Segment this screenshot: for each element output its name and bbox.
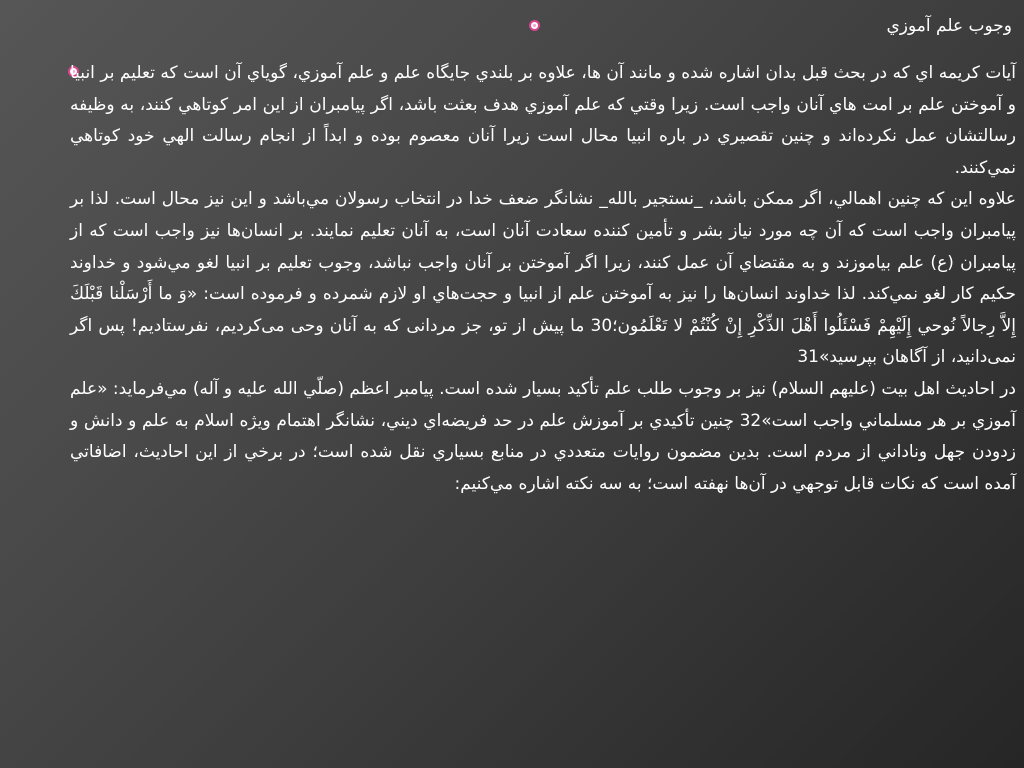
paragraph-2: علاوه اين كه چنين اهمالي، اگر ممكن باشد، _نستجير بالله_ نشانگر ضعف خدا در انتخاب رسولان مي‌باشد و اين نيز محال است. لذا بر پيامبران واجب است كه آن چه مورد نياز بشر و تأمين كننده سعادت آنان است، به آنان تعليم نمايند. بر انسان‌ها نيز واجب است كه از پيامبران (ع) علم بياموزند و به مقتضاي آن عمل كنند، زيرا اگر آموختن بر آنان واجب نباشد، وجوب تعليم بر انبيا لغو مي‌شود و خداوند حكيم كار لغو نمي‌كند. لذا خداوند انسان‌ها را نيز به آموختن علم از انبيا و حجت‌هاي او لازم شمرده و فرموده است: «وَ ما أَرْسَلْنا قَبْلَكَ إِلاَّ رِجالاً نُوحي إِلَيْهِمْ فَسْئَلُوا أَهْلَ الذِّكْرِ إِنْ كُنْتُمْ لا تَعْلَمُون؛30 ما پيش از تو، جز مردانى كه به آنان وحى مى‌كرديم، نفرستاديم! پس اگر نمى‌دانيد، از آگاهان بپرسيد»31	[70, 189, 1016, 368]
paragraph-1: آيات كريمه اي كه در بحث قبل بدان اشاره شده و مانند آن ها، علاوه بر بلندي جايگاه علم و علم آموزي، گوياي آن است كه تعليم بر انبيا و آموختن علم بر امت هاي آنان واجب است. زيرا وقتي كه علم آموزي هدف بعثت باشد، اگر پيامبران از اين امر كوتاهي كنند، به وظيفه رسالتشان عمل نكرده‌اند و چنين تقصيري در باره انبيا محال است زيرا آنان معصوم بوده و ابداً از انجام رسالت الهي خود كوتاهي نمي‌كنند.	[70, 63, 1016, 178]
slide-title: وجوب علم آموزي	[886, 16, 1012, 36]
body-text-block	[70, 58, 1016, 500]
paragraph-3: در احاديث اهل بيت (عليهم السلام) نيز بر وجوب طلب علم تأكيد بسيار شده است. پيامبر اعظم (صلّي الله عليه و آله) مي‌فرمايد: «علم آموزي بر هر مسلماني واجب است»32 چنين تأكيدي بر آموزش علم در حد فريضه‌اي ديني، نشانگر اهتمام ويژه اسلام به علم و دانش و زدودن جهل وناداني از مردم است. بدين مضمون روايات متعددي در منابع بسياري نقل شده است؛ در برخي از اين احاديث، اضافاتي آمده است كه نكات قابل توجهي در آن‌ها نهفته است؛ به سه نكته اشاره مي‌كنيم:	[70, 378, 1017, 494]
pink-bullet-icon	[529, 20, 540, 31]
